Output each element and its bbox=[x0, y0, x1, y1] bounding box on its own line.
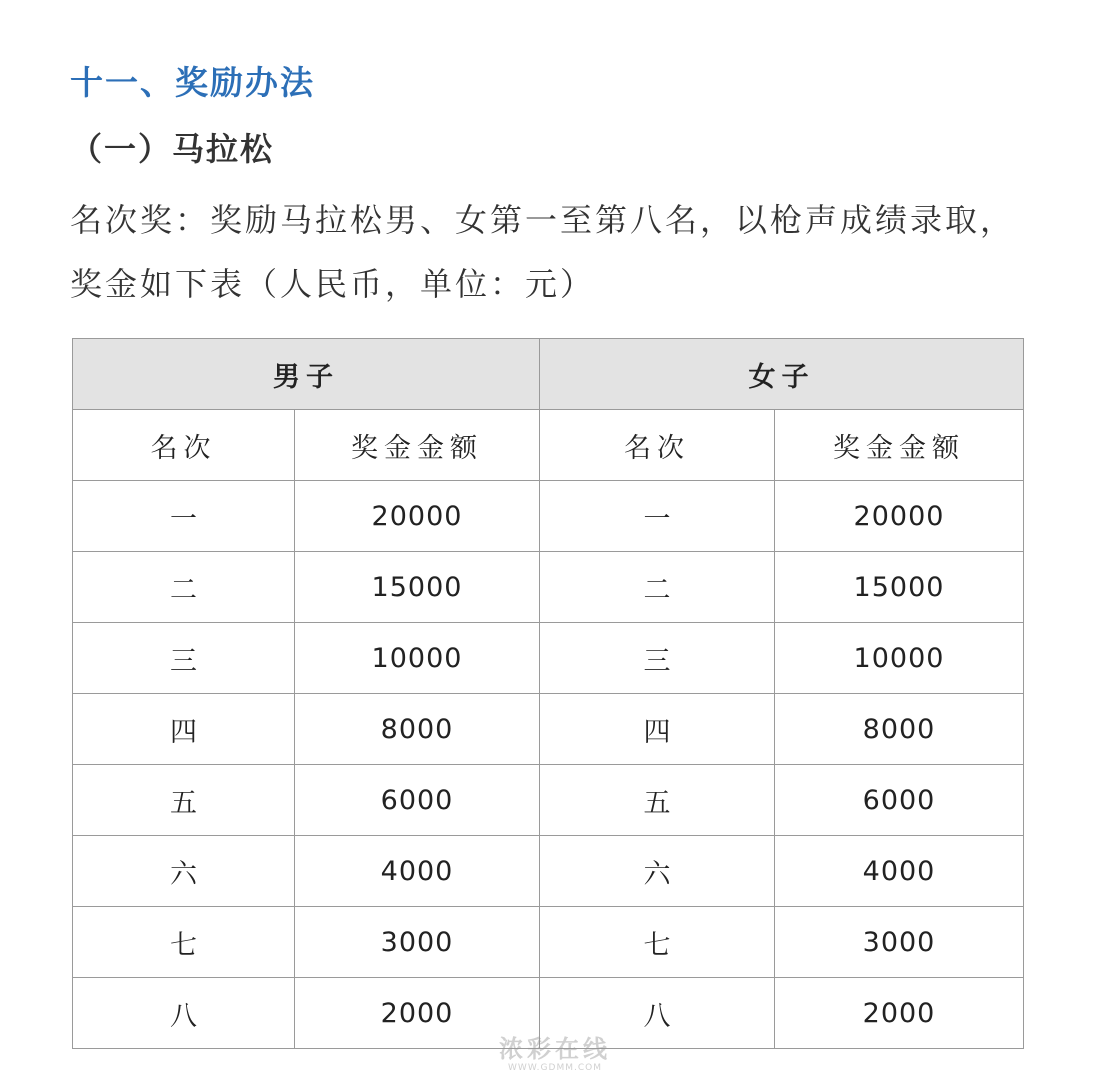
female-amount-cell: 20000 bbox=[775, 481, 1024, 552]
table-row bbox=[73, 836, 1024, 907]
watermark-url: WWW.GDMM.COM bbox=[508, 1063, 602, 1073]
male-rank-cell: 五 bbox=[73, 765, 295, 836]
male-rank-cell: 三 bbox=[73, 623, 295, 694]
table-row bbox=[73, 623, 1024, 694]
female-amount-cell: 10000 bbox=[775, 623, 1024, 694]
sub-heading: （一）马拉松 bbox=[70, 130, 275, 168]
female-amount-header: 奖金金额 bbox=[775, 410, 1024, 481]
female-rank-cell: 五 bbox=[540, 765, 775, 836]
female-rank-header: 名次 bbox=[540, 410, 775, 481]
table-column-header-row bbox=[73, 410, 1024, 481]
table-row bbox=[73, 481, 1024, 552]
male-amount-header: 奖金金额 bbox=[295, 410, 540, 481]
male-group-header: 男子 bbox=[73, 339, 540, 410]
female-rank-cell: 四 bbox=[540, 694, 775, 765]
female-amount-cell: 15000 bbox=[775, 552, 1024, 623]
male-amount-cell: 20000 bbox=[295, 481, 540, 552]
description-paragraph: 名次奖：奖励马拉松男、女第一至第八名，以枪声成绩录取，奖金如下表（人民币，单位：元） bbox=[70, 201, 1016, 303]
table-row bbox=[73, 765, 1024, 836]
table-row bbox=[73, 694, 1024, 765]
table-group-header-row bbox=[73, 339, 1024, 410]
female-rank-cell: 一 bbox=[540, 481, 775, 552]
female-rank-cell: 二 bbox=[540, 552, 775, 623]
male-rank-cell: 六 bbox=[73, 836, 295, 907]
watermark bbox=[455, 1036, 655, 1074]
male-amount-cell: 6000 bbox=[295, 765, 540, 836]
male-amount-cell: 2000 bbox=[295, 978, 540, 1049]
female-amount-cell: 3000 bbox=[775, 907, 1024, 978]
female-amount-cell: 2000 bbox=[775, 978, 1024, 1049]
female-amount-cell: 6000 bbox=[775, 765, 1024, 836]
male-rank-cell: 一 bbox=[73, 481, 295, 552]
male-rank-cell: 八 bbox=[73, 978, 295, 1049]
female-amount-cell: 8000 bbox=[775, 694, 1024, 765]
male-amount-cell: 15000 bbox=[295, 552, 540, 623]
table-row bbox=[73, 552, 1024, 623]
male-rank-cell: 二 bbox=[73, 552, 295, 623]
male-amount-cell: 4000 bbox=[295, 836, 540, 907]
male-rank-cell: 四 bbox=[73, 694, 295, 765]
male-amount-cell: 3000 bbox=[295, 907, 540, 978]
table-row bbox=[73, 907, 1024, 978]
female-amount-cell: 4000 bbox=[775, 836, 1024, 907]
male-rank-header: 名次 bbox=[73, 410, 295, 481]
prize-table bbox=[72, 338, 1024, 1049]
female-group-header: 女子 bbox=[540, 339, 1024, 410]
female-rank-cell: 六 bbox=[540, 836, 775, 907]
female-rank-cell: 八 bbox=[540, 978, 775, 1049]
watermark-text: 浓彩在线 bbox=[499, 1035, 611, 1063]
prize-rows bbox=[73, 481, 1024, 1049]
female-rank-cell: 三 bbox=[540, 623, 775, 694]
male-amount-cell: 10000 bbox=[295, 623, 540, 694]
male-rank-cell: 七 bbox=[73, 907, 295, 978]
male-amount-cell: 8000 bbox=[295, 694, 540, 765]
section-heading: 十一、奖励办法 bbox=[70, 63, 315, 102]
female-rank-cell: 七 bbox=[540, 907, 775, 978]
